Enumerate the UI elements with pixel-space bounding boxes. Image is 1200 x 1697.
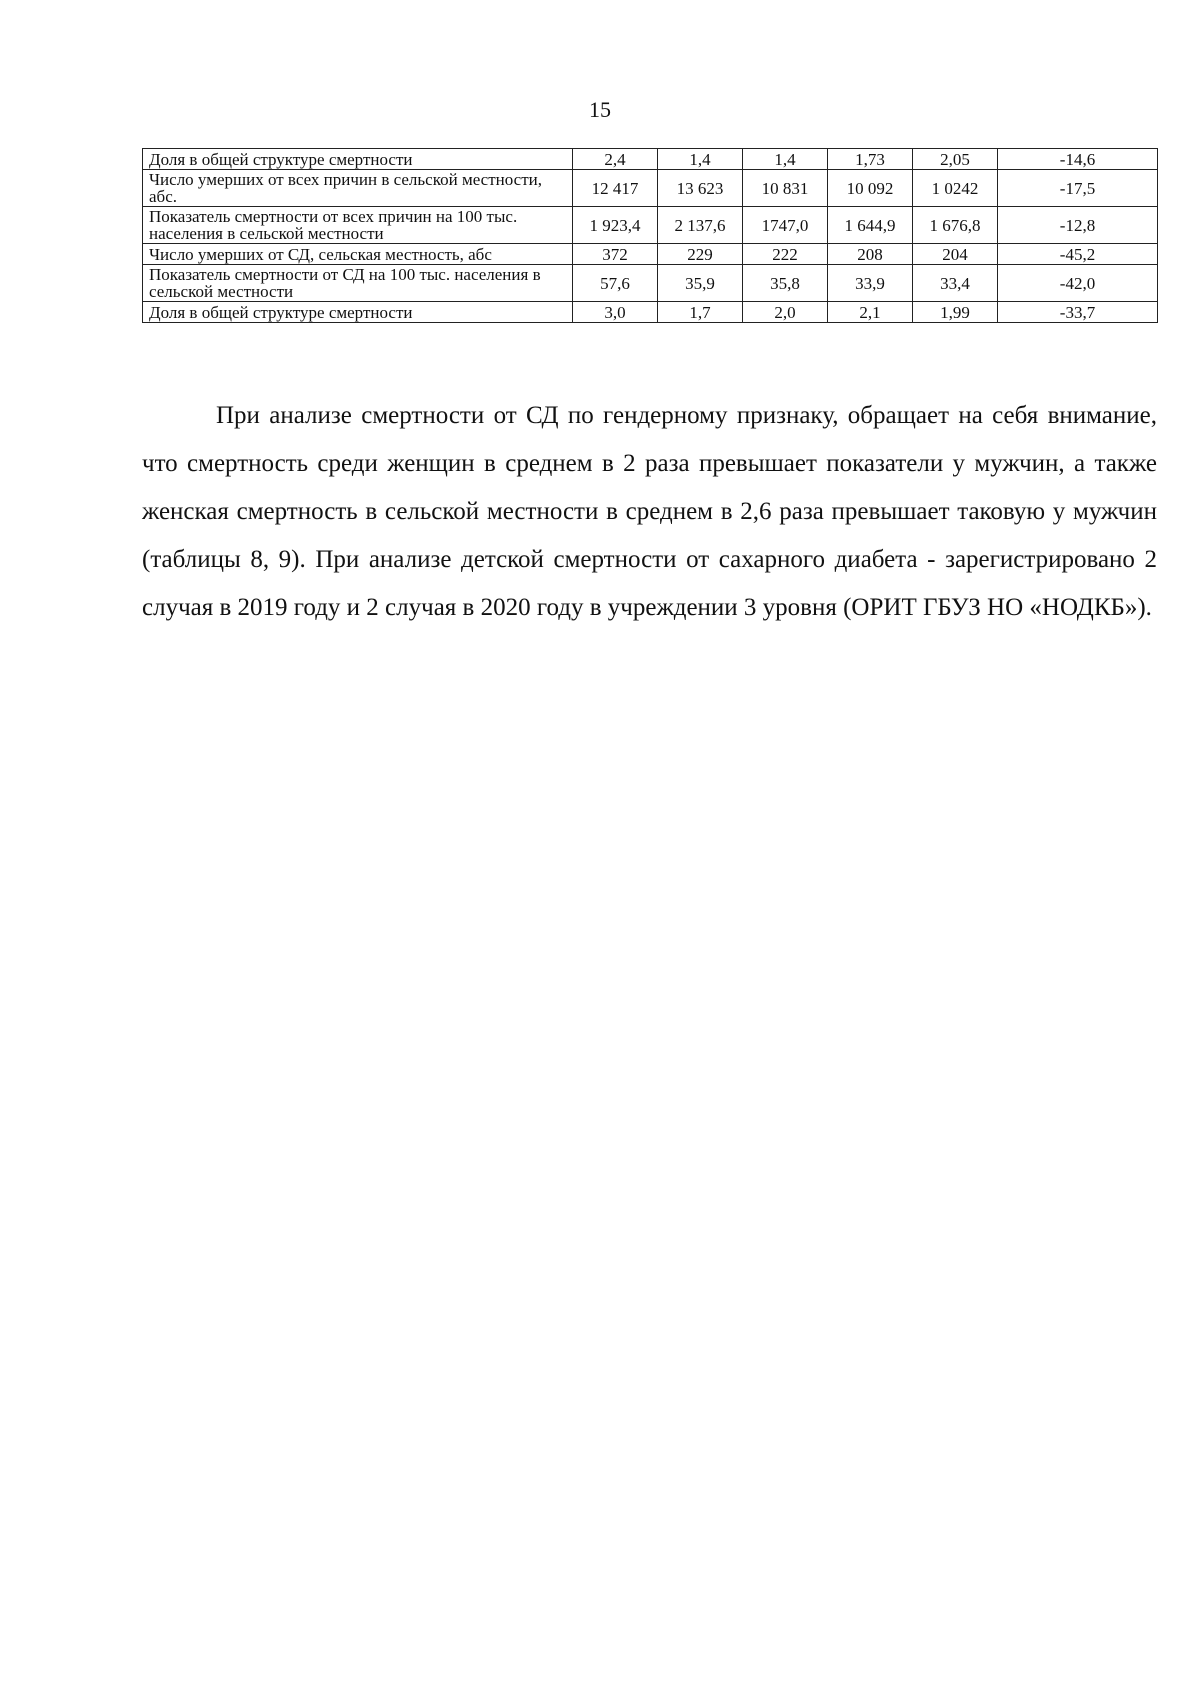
page-number: 15 <box>589 97 611 122</box>
row-value: 12 417 <box>573 170 658 207</box>
row-change: -17,5 <box>998 170 1158 207</box>
row-value: 1,4 <box>658 149 743 170</box>
row-value: 208 <box>828 244 913 265</box>
row-value: 1,4 <box>743 149 828 170</box>
table-row <box>143 265 1158 302</box>
table-row <box>143 170 1158 207</box>
row-value: 204 <box>913 244 998 265</box>
row-value: 3,0 <box>573 302 658 323</box>
row-value: 33,4 <box>913 265 998 302</box>
table-body <box>143 149 1158 323</box>
row-value: 35,9 <box>658 265 743 302</box>
table-row <box>143 244 1158 265</box>
row-value: 2,0 <box>743 302 828 323</box>
row-value: 35,8 <box>743 265 828 302</box>
row-value: 2,05 <box>913 149 998 170</box>
row-value: 2,4 <box>573 149 658 170</box>
row-value: 222 <box>743 244 828 265</box>
row-value: 1,73 <box>828 149 913 170</box>
row-value: 33,9 <box>828 265 913 302</box>
row-value: 1 644,9 <box>828 207 913 244</box>
row-change: -33,7 <box>998 302 1158 323</box>
row-value: 2 137,6 <box>658 207 743 244</box>
row-label: Число умерших от всех причин в сельской местности, абс. <box>143 170 573 207</box>
row-value: 1,7 <box>658 302 743 323</box>
mortality-table <box>142 148 1158 323</box>
row-value: 1 923,4 <box>573 207 658 244</box>
row-value: 1 0242 <box>913 170 998 207</box>
row-value: 229 <box>658 244 743 265</box>
row-value: 57,6 <box>573 265 658 302</box>
row-value: 372 <box>573 244 658 265</box>
row-value: 1747,0 <box>743 207 828 244</box>
row-value: 1 676,8 <box>913 207 998 244</box>
row-change: -45,2 <box>998 244 1158 265</box>
table-row <box>143 207 1158 244</box>
table-row <box>143 149 1158 170</box>
row-label: Число умерших от СД, сельская местность, абс <box>143 244 573 265</box>
row-change: -42,0 <box>998 265 1158 302</box>
row-label: Доля в общей структуре смертности <box>143 302 573 323</box>
row-value: 10 092 <box>828 170 913 207</box>
row-value: 10 831 <box>743 170 828 207</box>
row-value: 13 623 <box>658 170 743 207</box>
row-label: Показатель смертности от всех причин на 100 тыс. населения в сельской местности <box>143 207 573 244</box>
row-label: Показатель смертности от СД на 100 тыс. населения в сельской местности <box>143 265 573 302</box>
row-change: -14,6 <box>998 149 1158 170</box>
row-value: 1,99 <box>913 302 998 323</box>
row-label: Доля в общей структуре смертности <box>143 149 573 170</box>
body-paragraph: При анализе смертности от СД по гендерному признаку, обращает на себя внимание, что смертность среди женщин в среднем в 2 раза превышает показатели у мужчин, а также женская смертность в сельской местности в среднем в 2,6 раза превышает таковую у мужчин (таблицы 8, 9). При анализе детской смертности от сахарного диабета - зарегистрировано 2 случая в 2019 году и 2 случая в 2020 году в учреждении 3 уровня (ОРИТ ГБУЗ НО «НОДКБ»). <box>142 402 1157 621</box>
row-change: -12,8 <box>998 207 1158 244</box>
table-row <box>143 302 1158 323</box>
row-value: 2,1 <box>828 302 913 323</box>
